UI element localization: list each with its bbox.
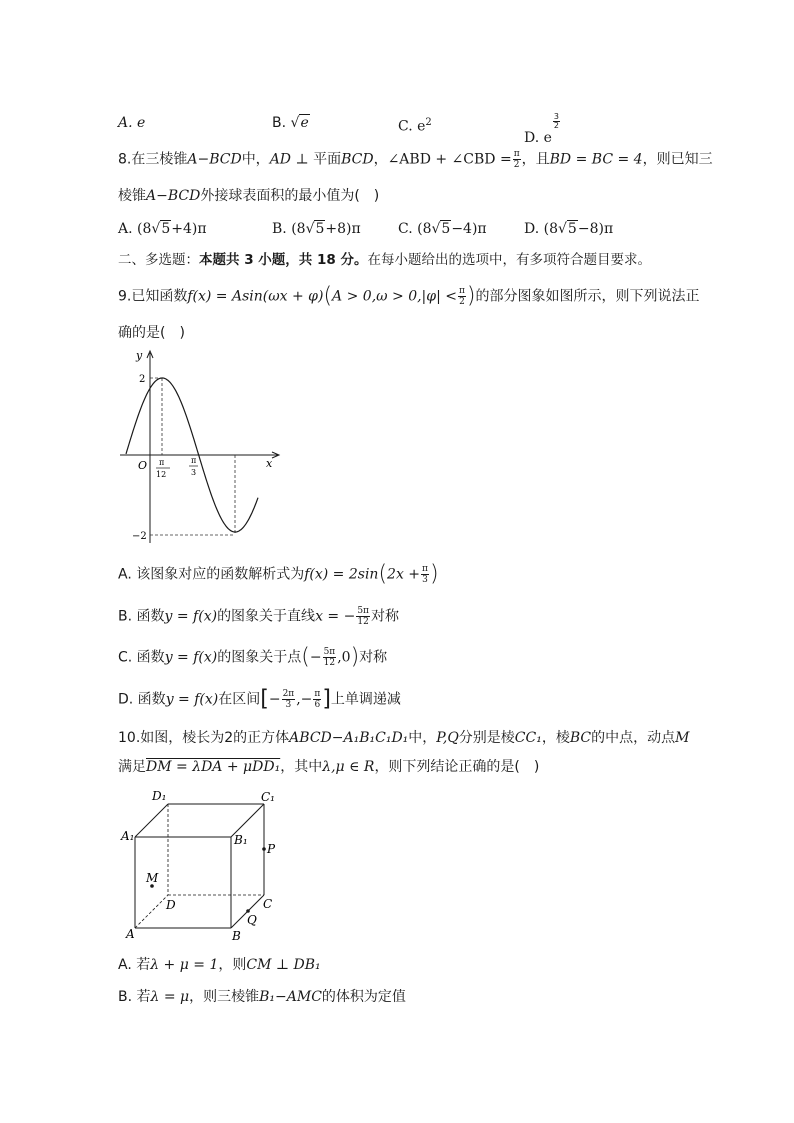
tick1-num: π: [159, 458, 165, 467]
q8-text-e: 平面: [313, 151, 342, 168]
q9-text-a: 9.已知函数: [118, 288, 188, 305]
tick1-den: 12: [156, 470, 167, 479]
q9-text-d: 的部分图象如图所示，则下列说法正: [475, 288, 700, 305]
q9-d-text-a: D. 函数: [118, 691, 166, 708]
q8-ad-perp: AD ⊥: [269, 151, 314, 168]
q10-b-cond: λ = μ: [150, 989, 190, 1005]
q10-b-tetra: B₁−AMC: [259, 989, 322, 1005]
q7-option-c: [398, 113, 432, 137]
q8-text-l2a: 棱锥: [118, 188, 146, 204]
q8-frac-den: 2: [513, 160, 520, 170]
q7-option-c-exponent: 2: [425, 117, 432, 128]
q9-c-den: 12: [323, 658, 336, 668]
q9-b-line: x = −: [315, 608, 356, 625]
point-p: [262, 847, 266, 851]
q10-option-b: [118, 987, 406, 1007]
q10-text-l2c: ，其中: [280, 759, 323, 775]
q8-frac-num: π: [513, 149, 520, 159]
q9-c-minus: −: [309, 649, 322, 666]
q10-stem-line1: [118, 728, 689, 748]
q9-d-comma: ,−: [296, 691, 313, 708]
label-b1: B₁: [234, 833, 248, 847]
q7-option-c-text: C. e: [398, 118, 426, 135]
q9-function: f(x) = Asin(ωx + φ): [187, 288, 324, 305]
q10-b-text-e: 的体积为定值: [321, 989, 406, 1005]
q8-c-pre: C. (8: [398, 221, 432, 237]
q9-c-zero: ,0: [337, 649, 351, 666]
q8-pi-over-2: [513, 149, 521, 170]
q9-d-num1: 2π: [282, 689, 295, 699]
q7-option-a-text: A. e: [118, 115, 146, 131]
q9-c-text-a: C. 函数: [118, 649, 165, 666]
q8-a-pre: A. (8: [118, 221, 152, 237]
q9-c-num: 5π: [323, 647, 336, 657]
q8-c-rad: 5: [441, 221, 451, 237]
q9-d-den1: 3: [285, 700, 292, 710]
y-min-label: −2: [132, 531, 147, 542]
q8-question: 外接球表面积的最小值为( ): [200, 188, 380, 204]
q10-text-c: 中，: [408, 730, 437, 746]
q10-a-text-a: A. 若: [118, 957, 151, 973]
q8-b-pre: B. (8: [272, 221, 306, 237]
q7-option-d: [524, 113, 561, 148]
q9-right-paren: ): [466, 283, 476, 309]
label-c1: C₁: [261, 790, 275, 804]
q10-lambda-mu: λ,μ ∈ R: [322, 759, 375, 775]
label-b: B: [232, 929, 241, 943]
q8-tetra-name: A−BCD: [187, 151, 242, 168]
x-axis-label: x: [266, 457, 273, 470]
q9-pi-over-2: [458, 286, 466, 307]
q9-stem-line1: [118, 283, 700, 309]
q9-option-c: C. 函数y = f(x)的图象关于点(− $\frac{5\pi}{12}$ ,0)对称: [118, 644, 388, 670]
q8-text-a: 8.在三棱锥: [118, 151, 188, 168]
section-2-instructions: 在每小题给出的选项中，有多项符合题目要求。: [367, 252, 651, 268]
q10-b-text-a: B. 若: [118, 989, 151, 1005]
q9-a-text: A. 该图象对应的函数解析式为: [118, 566, 305, 583]
q9-a-den: 3: [422, 575, 428, 585]
q9-c-text-f: 对称: [359, 649, 388, 666]
q8-a-post: +4)π: [171, 221, 207, 237]
label-q: Q: [247, 913, 257, 927]
label-a1: A₁: [121, 829, 135, 843]
q9-d-text-f: 上单调递减: [330, 691, 401, 708]
q9-d-frac2: [313, 689, 321, 710]
q9-option-a: A. 该图象对应的函数解析式为f(x) = 2sin(2x + $\frac{\pi}{3}$ ): [118, 561, 439, 587]
q8-d-pre: D. (8: [524, 221, 558, 237]
q10-a-cond: λ + μ = 1: [150, 957, 219, 973]
label-d1: D₁: [152, 789, 167, 803]
y-axis-label: y: [136, 349, 143, 362]
q9-b-text-c: 的图象关于直线: [217, 608, 316, 625]
q9-d-text-c: 在区间: [218, 691, 261, 708]
q8-text-j: ，则已知三: [642, 151, 713, 168]
q10-b-text-c: ，则三棱锥: [189, 989, 260, 1005]
q10-bc: BC: [569, 730, 592, 746]
q9-a-frac: [421, 564, 429, 585]
q7-d-exp-num: 3: [553, 112, 560, 121]
q9-d-minus: −: [268, 691, 281, 708]
q10-text-i: 的中点，动点: [591, 730, 676, 746]
q8-option-c: C. (8√5−4)π: [398, 221, 487, 237]
q8-lengths: BD = BC = 4: [549, 151, 643, 168]
label-c: C: [263, 897, 273, 911]
section-2-heading: [118, 250, 651, 270]
q10-cc1: CC₁: [514, 730, 542, 746]
q10-vector-eq: DM = λDA + μDD₁: [146, 759, 281, 775]
q10-option-a: [118, 955, 321, 975]
origin-label: O: [138, 459, 148, 472]
q9-frac-num: π: [458, 286, 465, 296]
q9-option-b: [118, 606, 399, 627]
section-2-score: 本题共 3 小题，共 18 分。: [199, 252, 368, 268]
q10-text-l2a: 满足: [118, 759, 146, 775]
edge-a1d1: [135, 804, 168, 837]
q8-a-rad: 5: [161, 221, 171, 237]
q9-left-paren: (: [323, 283, 333, 309]
q7-d-exp-den: 2: [553, 121, 560, 130]
q9-frac-den: 2: [459, 297, 465, 307]
q10-text-a: 10.如图，棱长为2的正方体: [118, 730, 290, 746]
q9-b-den: 12: [357, 617, 369, 627]
q8-angle-sum: ，∠ABD + ∠CBD =: [373, 151, 512, 168]
label-p: P: [267, 842, 276, 856]
q7-option-b: B. √e: [272, 115, 309, 131]
q9-b-frac: [356, 606, 370, 627]
q10-question: ，则下列结论正确的是( ): [374, 759, 540, 775]
q10-text-e: 分别是棱: [458, 730, 515, 746]
q9-c-text-c: 的图象关于点: [217, 649, 302, 666]
q9-b-num: 5π: [357, 606, 369, 616]
q8-text-c: 中，: [241, 151, 270, 168]
q10-stem-line2: [118, 757, 539, 777]
q8-stem-line2: [118, 186, 379, 206]
q7-option-b-label: B.: [272, 115, 287, 131]
q9-b-text-e: 对称: [370, 608, 399, 625]
q9-d-frac1: [282, 689, 296, 710]
q10-cube-name: ABCD−A₁B₁C₁D₁: [289, 730, 409, 746]
q8-option-a: A. (8√5+4)π: [118, 221, 207, 237]
q8-tetra-name-2: A−BCD: [146, 188, 201, 204]
q9-b-text-a: B. 函数: [118, 608, 165, 625]
q9-d-num2: π: [314, 689, 321, 699]
q8-b-rad: 5: [315, 221, 325, 237]
q8-c-post: −4)π: [451, 221, 487, 237]
q9-sine-graph: [118, 345, 288, 550]
tick2-den: 3: [191, 468, 197, 477]
q7-option-d-text: D. e: [524, 130, 552, 146]
q10-pq: P,Q: [436, 730, 459, 746]
q9-a-func: f(x) = 2sin: [304, 566, 379, 583]
label-a: A: [126, 927, 135, 941]
q7-option-b-radicand: e: [300, 115, 309, 131]
q9-d-func: y = f(x): [165, 691, 219, 708]
q10-m: M: [675, 730, 690, 746]
q10-a-text-c: ，则: [218, 957, 247, 973]
section-2-title: 二、多选题：: [118, 252, 199, 268]
q8-d-rad: 5: [567, 221, 577, 237]
q10-a-claim: CM ⊥ DB₁: [246, 957, 321, 973]
q9-option-d: D. 函数y = f(x)在区间[− $\frac{2\pi}{3}$ ,− $\frac{\pi}{6}$ ]上单调递减: [118, 686, 401, 712]
q10-cube-figure: [118, 785, 288, 945]
q8-b-post: +8)π: [325, 221, 361, 237]
label-m: M: [146, 871, 159, 885]
q7-option-a: [118, 113, 145, 133]
q8-option-b: B. (8√5+8)π: [272, 221, 361, 237]
q9-d-den2: 6: [314, 700, 321, 710]
q8-text-h: ，且: [521, 151, 550, 168]
q9-b-func: y = f(x): [164, 608, 218, 625]
q9-stem-line2: [118, 323, 185, 343]
q7-option-d-exponent: [553, 113, 560, 130]
q9-question: 确的是( ): [118, 325, 185, 341]
q9-conditions: A > 0,ω > 0,|φ| <: [332, 288, 457, 305]
q8-stem-line1: [118, 149, 713, 170]
q8-option-d: D. (8√5−8)π: [524, 221, 614, 237]
q9-a-num: π: [422, 564, 428, 574]
label-d: D: [166, 898, 176, 912]
q9-a-arg: 2x +: [387, 566, 421, 583]
y-max-label: 2: [139, 374, 146, 385]
q9-c-func: y = f(x): [164, 649, 218, 666]
edge-ad-hidden: [135, 895, 168, 928]
q9-c-frac: [323, 647, 337, 668]
tick2-num: π: [191, 456, 197, 465]
q8-d-post: −8)π: [577, 221, 614, 237]
q10-text-g: ，棱: [541, 730, 570, 746]
q8-plane: BCD: [341, 151, 374, 168]
